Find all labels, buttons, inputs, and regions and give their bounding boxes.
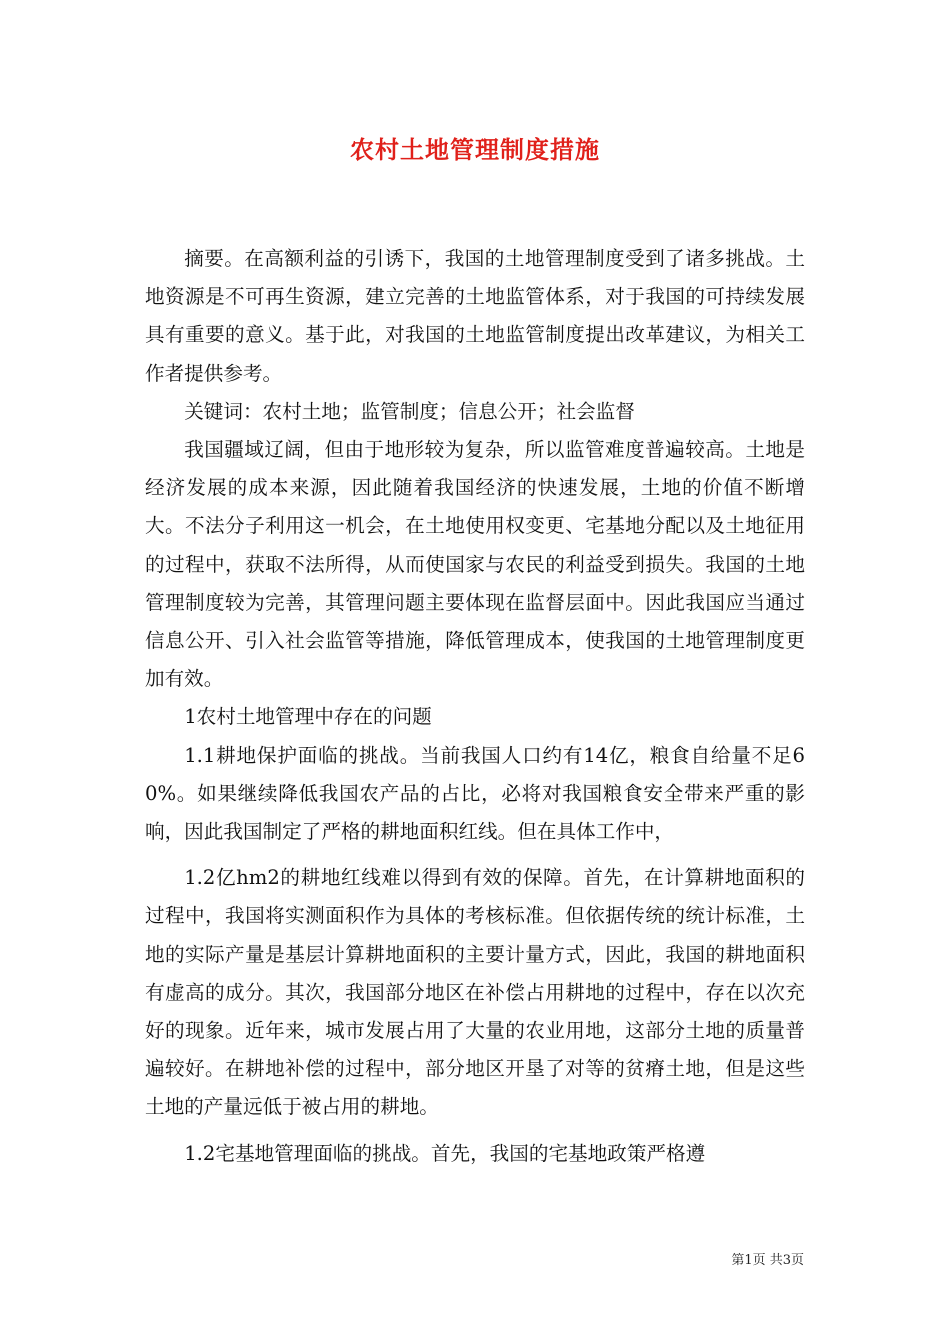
document-title: 农村土地管理制度措施 — [350, 135, 600, 164]
farmland-redline-paragraph: 1.2亿hm2的耕地红线难以得到有效的保障。首先，在计算耕地面积的过程中，我国将实测面积作为具体的考核标准。但依据传统的统计标准，土地的实际产量是基层计算耕地面积的主要计量方式，因此，我国的耕地面积有虚高的成分。其次，我国部分地区在补偿占用耕地的过程中，存在以次充好的现象。近年来，城市发展占用了大量的农业用地，这部分土地的质量普遍较好。在耕地补偿的过程中，部分地区开垦了对等的贫瘠土地，但是这些土地的产量远低于被占用的耕地。 — [145, 866, 805, 1119]
section-heading-1: 1农村土地管理中存在的问题 — [184, 705, 432, 729]
section-1-1-paragraph: 1.1耕地保护面临的挑战。当前我国人口约有14亿，粮食自给量不足60%。如果继续降低我国农产品的占比，必将对我国粮食安全带来严重的影响，因此我国制定了严格的耕地面积红线。但在具体工作中， — [145, 743, 805, 844]
intro-paragraph: 我国疆域辽阔，但由于地形较为复杂，所以监管难度普遍较高。土地是经济发展的成本来源，因此随着我国经济的快速发展，土地的价值不断增大。不法分子利用这一机会，在土地使用权变更、宅基地分配以及土地征用的过程中，获取不法所得，从而使国家与农民的利益受到损失。我国的土地管理制度较为完善，其管理问题主要体现在监督层面中。因此我国应当通过信息公开、引入社会监管等措施，降低管理成本，使我国的土地管理制度更加有效。 — [145, 438, 805, 691]
keywords-paragraph: 关键词：农村土地；监管制度；信息公开；社会监督 — [184, 399, 635, 423]
document-body — [145, 240, 805, 1173]
abstract-paragraph: 摘要。在高额利益的引诱下，我国的土地管理制度受到了诸多挑战。土地资源是不可再生资源，建立完善的土地监管体系，对于我国的可持续发展具有重要的意义。基于此，对我国的土地监管制度提出改革建议，为相关工作者提供参考。 — [145, 247, 805, 385]
homestead-paragraph: 1.2宅基地管理面临的挑战。首先，我国的宅基地政策严格遵 — [184, 1141, 706, 1165]
page-number-footer: 第1页 共3页 — [731, 1253, 804, 1268]
